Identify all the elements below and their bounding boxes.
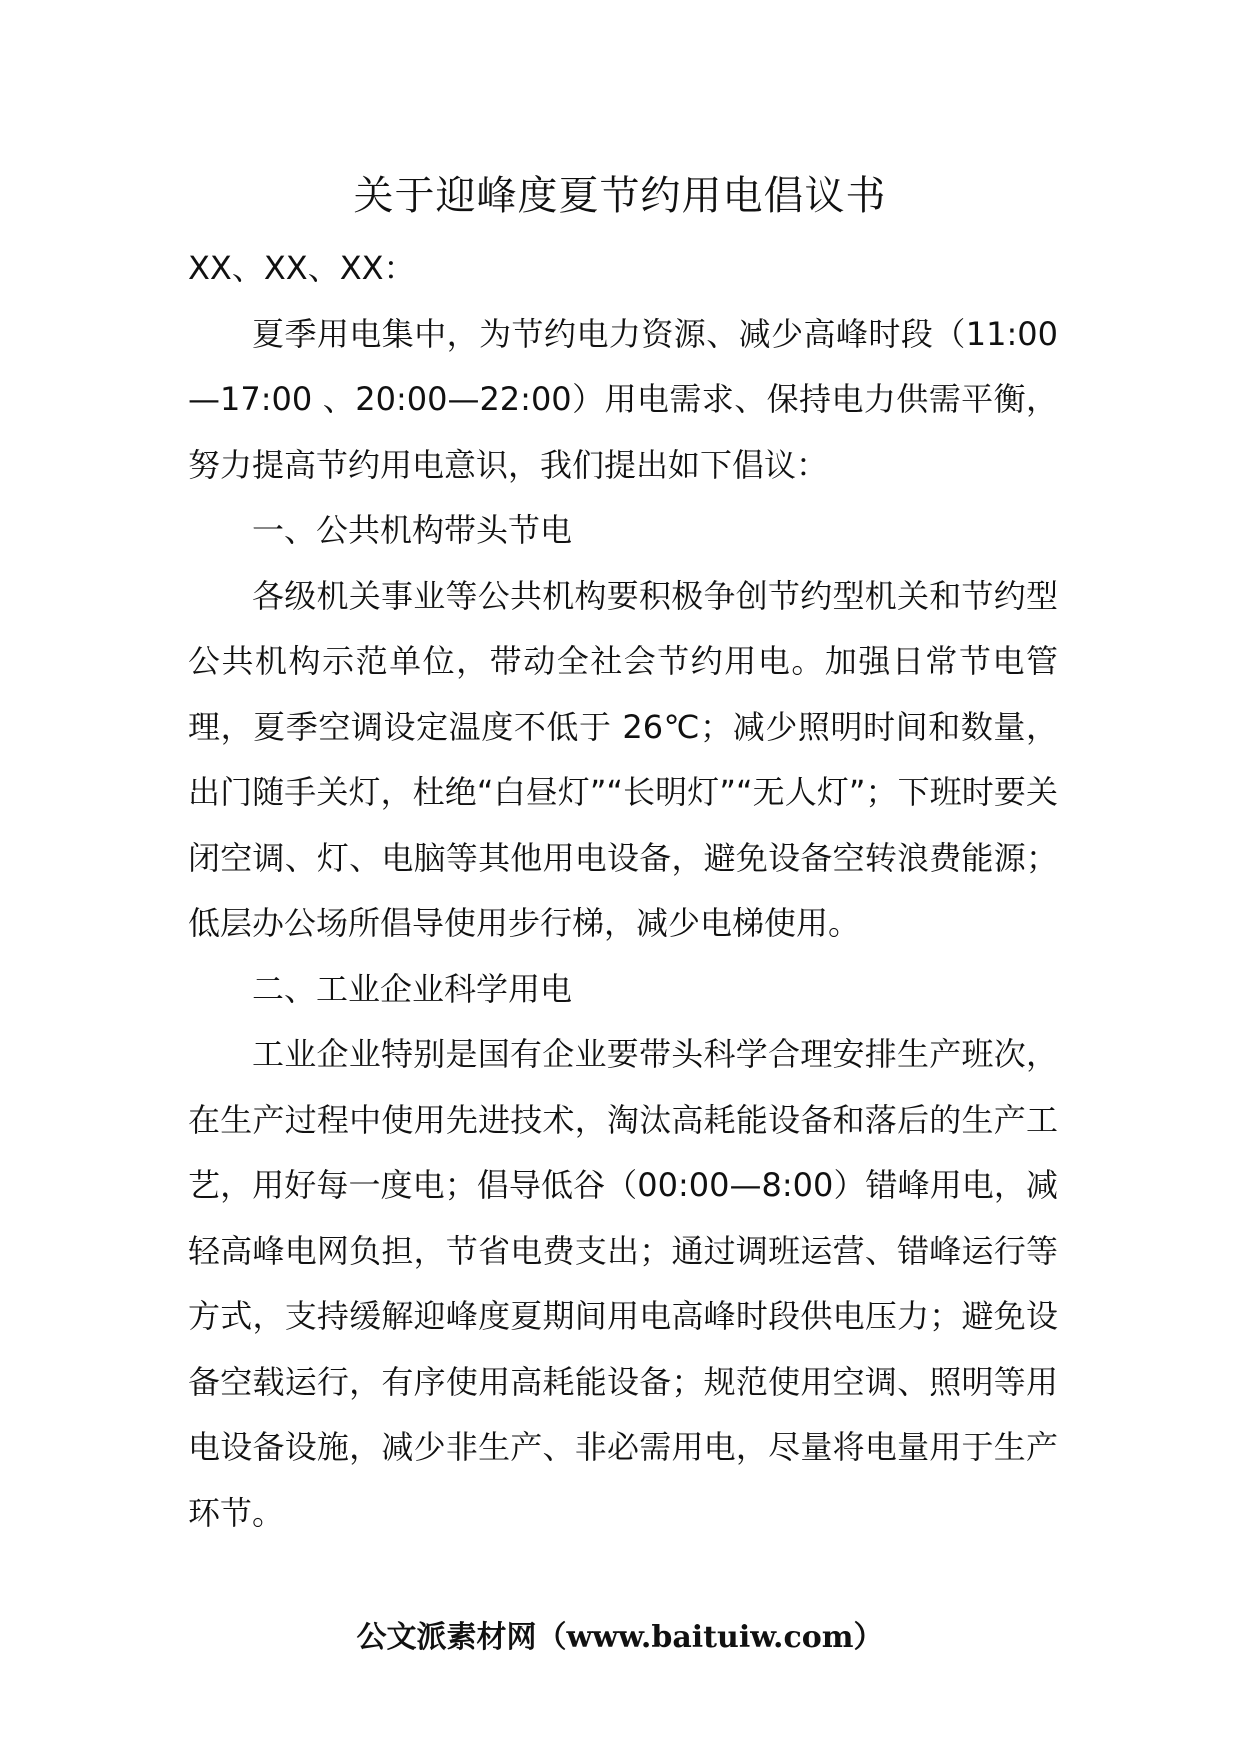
section-heading-1: 一、公共机构带头节电 [252,511,573,549]
section-heading-2: 二、工业企业科学用电 [252,969,573,1008]
document-body [188,236,1058,1546]
section-body-1: 各级机关事业等公共机构要积极争创节约型机关和节约型公共机构示范单位，带动全社会节约用电。加强日常节电管理，夏季空调设定温度不低于 26℃；减少照明时间和数量，出门随手关灯，杜绝“白昼灯”“长明灯”“无人灯”；下班时要关闭空调、灯、电脑等其他用电设备，避免设备空转浪费能源；低层办公场所倡导使用步行梯，减少电梯使用。 [188,576,1058,942]
footer-watermark: 公文派素材网（www.baituiw.com） [356,1620,884,1655]
salutation: XX、XX、XX： [188,249,416,287]
document-title: 关于迎峰度夏节约用电倡议书 [353,173,887,219]
intro-paragraph: 夏季用电集中，为节约电力资源、减少高峰时段（11:00—17:00 、20:00—22:00）用电需求、保持电力供需平衡，努力提高节约用电意识，我们提出如下倡议： [188,314,1058,484]
section-body-2: 工业企业特别是国有企业要带头科学合理安排生产班次，在生产过程中使用先进技术，淘汰高耗能设备和落后的生产工艺，用好每一度电；倡导低谷（00:00—8:00）错峰用电，减轻高峰电网负担，节省电费支出；通过调班运营、错峰运行等方式，支持缓解迎峰度夏期间用电高峰时段供电压力；避免设备空载运行，有序使用高耗能设备；规范使用空调、照明等用电设备设施，减少非生产、非必需用电，尽量将电量用于生产环节。 [188,1035,1058,1532]
